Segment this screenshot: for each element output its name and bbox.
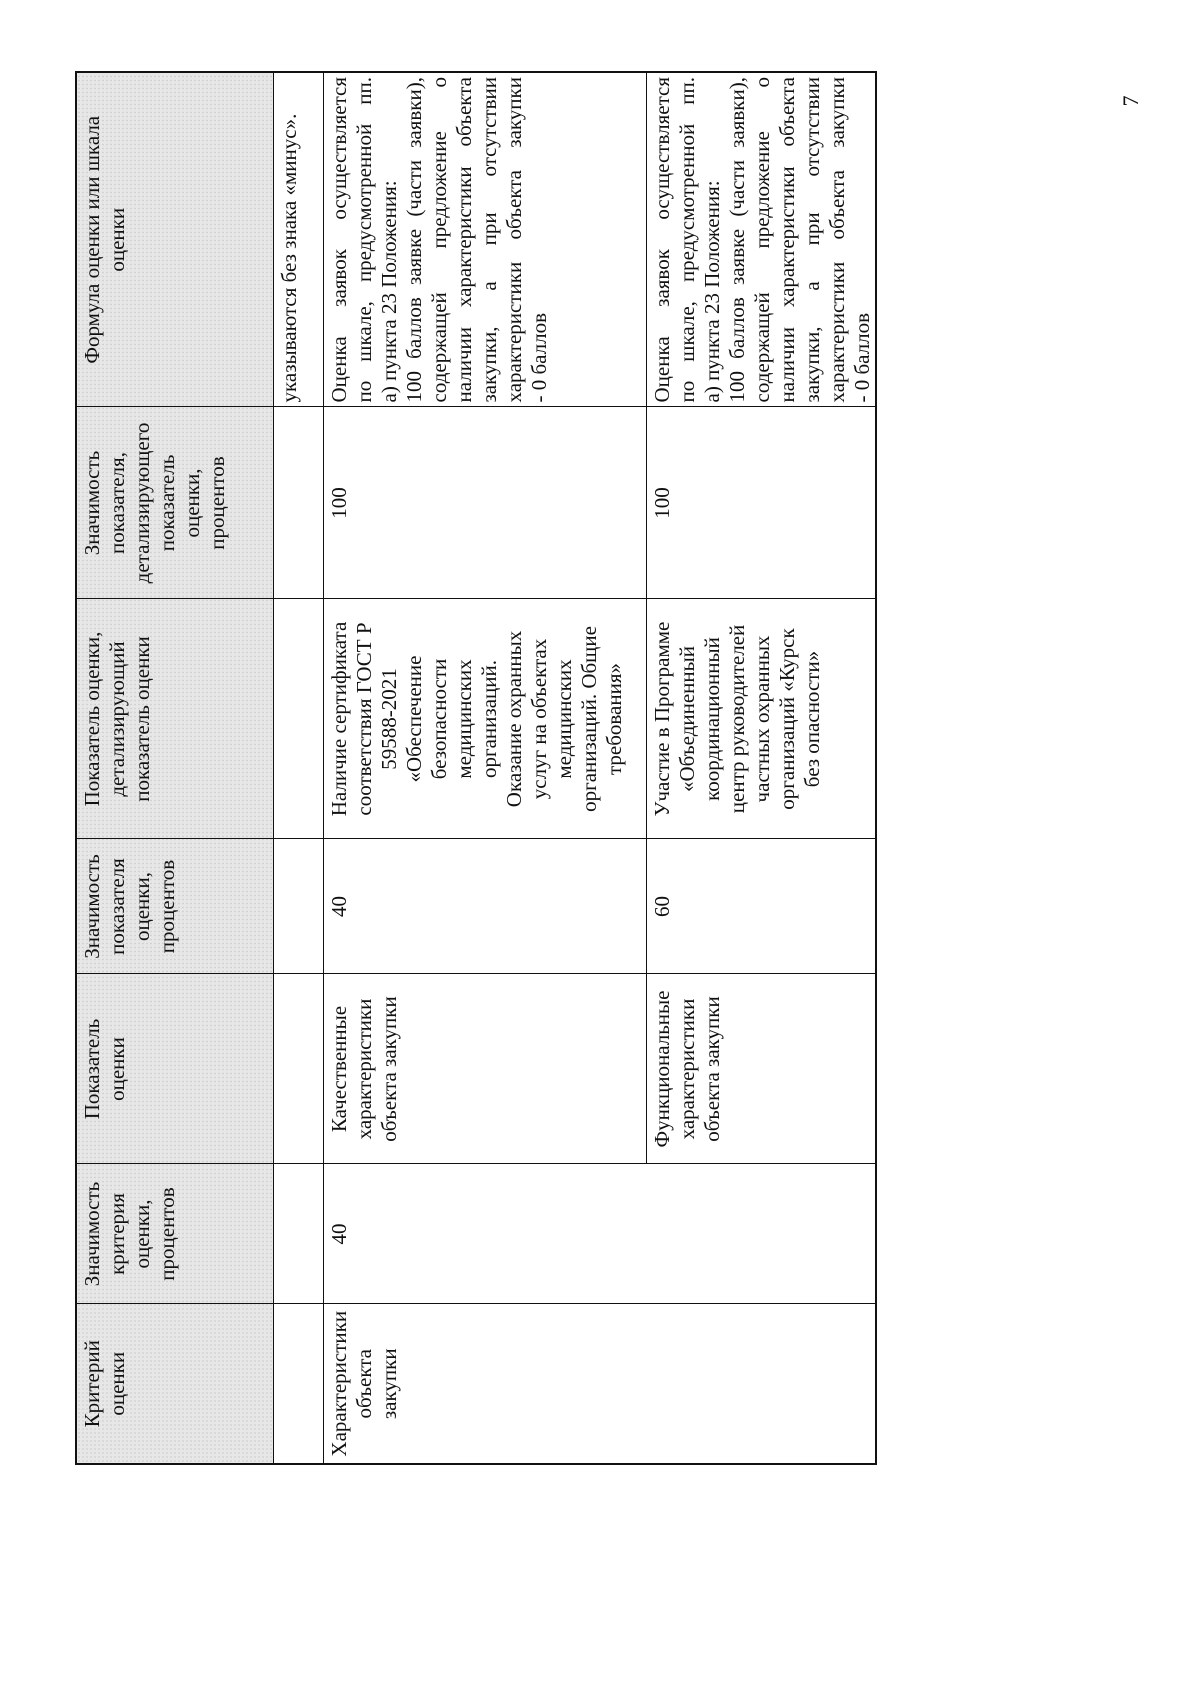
rotated-table-sheet bbox=[75, 73, 875, 1465]
header-line: показатель оценки bbox=[130, 636, 154, 802]
detail-significance-cell bbox=[646, 407, 876, 599]
header-line: показатель bbox=[155, 454, 179, 552]
detail-line: медицинских bbox=[551, 659, 576, 779]
detail-line: центр руководителей bbox=[724, 624, 749, 814]
empty-cell bbox=[273, 974, 323, 1164]
header-line: оценки bbox=[105, 1037, 129, 1101]
empty-cell bbox=[273, 1304, 323, 1464]
detail-line: услуг на объектах bbox=[526, 638, 551, 800]
indicator-significance-value: 60 bbox=[649, 896, 674, 917]
header-detail-indicator bbox=[76, 599, 273, 839]
formula-line: по шкале, предусмотренной пп. bbox=[351, 77, 376, 403]
empty-cell bbox=[273, 599, 323, 839]
criterion-line: Характеристики bbox=[326, 1310, 351, 1457]
indicator-cell bbox=[646, 974, 876, 1164]
formula-line: а) пункта 23 Положения: bbox=[376, 180, 401, 403]
empty-cell bbox=[273, 839, 323, 974]
formula-line: Оценка заявок осуществляется bbox=[649, 77, 674, 403]
detail-line: организаций «Курск bbox=[774, 628, 799, 810]
formula-line: по шкале, предусмотренной пп. bbox=[674, 77, 699, 403]
detail-line: координационный bbox=[699, 637, 724, 801]
formula-line: а) пункта 23 Положения: bbox=[699, 180, 724, 403]
indicator-line: характеристики bbox=[351, 998, 376, 1140]
empty-cell bbox=[273, 407, 323, 599]
header-line: процентов bbox=[205, 456, 229, 550]
formula-line: характеристики объекта закупки bbox=[501, 77, 526, 403]
detail-line: требования» bbox=[601, 662, 626, 776]
indicator-line: Качественные bbox=[326, 1005, 351, 1133]
detail-indicator-cell bbox=[646, 599, 876, 839]
formula-line: 100 баллов заявке (части заявки), bbox=[724, 77, 749, 403]
indicator-significance-cell bbox=[646, 839, 876, 974]
detail-line: Оказание охранных bbox=[501, 630, 526, 808]
formula-line: закупки, а при отсутствии bbox=[476, 77, 501, 403]
header-line: оценки, bbox=[180, 468, 204, 538]
header-indicator bbox=[76, 974, 273, 1164]
formula-line: - 0 баллов bbox=[526, 312, 551, 403]
header-line: оценки, bbox=[130, 1199, 154, 1269]
indicator-significance-cell bbox=[323, 839, 646, 974]
header-criterion-significance bbox=[76, 1164, 273, 1304]
header-line: критерия bbox=[105, 1193, 129, 1275]
header-line: детализирующего bbox=[130, 422, 154, 584]
header-line: показателя bbox=[105, 858, 129, 955]
evaluation-criteria-table bbox=[75, 71, 877, 1465]
header-line: Показатель оценки, bbox=[80, 631, 104, 807]
detail-line: 59588-2021 bbox=[376, 668, 401, 770]
detail-line: соответствия ГОСТ Р bbox=[351, 622, 376, 816]
indicator-significance-value: 40 bbox=[326, 896, 351, 917]
indicator-line: объекта закупки bbox=[699, 996, 724, 1142]
criterion-line: объекта bbox=[351, 1348, 376, 1419]
detail-line: без опасности» bbox=[799, 650, 824, 788]
header-formula bbox=[76, 72, 273, 407]
formula-line: содержащей предложение о bbox=[749, 77, 774, 403]
page-number: 7 bbox=[1118, 95, 1143, 107]
formula-line: наличии характеристики объекта bbox=[451, 77, 476, 403]
header-line: показателя, bbox=[105, 452, 129, 554]
table-row bbox=[323, 72, 646, 1464]
continuation-formula-cell bbox=[273, 72, 323, 407]
header-row bbox=[76, 72, 273, 1464]
detail-line: безопасности bbox=[426, 658, 451, 780]
detail-line: медицинских bbox=[451, 659, 476, 779]
detail-line: Участие в Программе bbox=[649, 621, 674, 817]
indicator-line: Функциональные bbox=[649, 990, 674, 1148]
header-line: Критерий bbox=[80, 1340, 104, 1428]
header-line: оценки, bbox=[130, 872, 154, 941]
detail-line: организаций. Общие bbox=[576, 626, 601, 812]
criterion-cell bbox=[323, 1304, 876, 1464]
header-line: процентов bbox=[155, 859, 179, 954]
detail-significance-value: 100 bbox=[326, 487, 351, 519]
header-criterion bbox=[76, 1304, 273, 1464]
detail-line: частных охранных bbox=[749, 635, 774, 803]
criterion-line: закупки bbox=[376, 1348, 401, 1420]
header-line: Значимость bbox=[80, 450, 104, 556]
formula-cell bbox=[646, 72, 876, 407]
header-line: процентов bbox=[155, 1187, 179, 1281]
detail-line: «Объединенный bbox=[674, 645, 699, 793]
criterion-significance-value: 40 bbox=[326, 1223, 351, 1245]
formula-line: - 0 баллов bbox=[849, 312, 874, 403]
formula-line: указываются без знака «минус». bbox=[276, 113, 301, 403]
indicator-line: характеристики bbox=[674, 998, 699, 1140]
formula-line: содержащей предложение о bbox=[426, 77, 451, 403]
indicator-cell bbox=[323, 974, 646, 1164]
header-line: оценки bbox=[105, 1351, 129, 1416]
detail-line: Наличие сертификата bbox=[326, 621, 351, 817]
formula-line: наличии характеристики объекта bbox=[774, 77, 799, 403]
formula-line: характеристики объекта закупки bbox=[824, 77, 849, 403]
formula-line: Оценка заявок осуществляется bbox=[326, 77, 351, 403]
header-indicator-significance bbox=[76, 839, 273, 974]
formula-line: 100 баллов заявке (части заявки), bbox=[401, 77, 426, 403]
empty-cell bbox=[273, 1164, 323, 1304]
detail-line: организаций. bbox=[476, 660, 501, 778]
header-line: Значимость bbox=[80, 1181, 104, 1287]
header-line: Значимость bbox=[80, 854, 104, 959]
detail-significance-value: 100 bbox=[649, 487, 674, 519]
detail-significance-cell bbox=[323, 407, 646, 599]
indicator-line: объекта закупки bbox=[376, 996, 401, 1142]
header-line: оценки bbox=[105, 207, 129, 272]
continuation-row bbox=[273, 72, 323, 1464]
formula-cell bbox=[323, 72, 646, 407]
header-line: Формула оценки или шкала bbox=[80, 115, 104, 364]
header-line: Показатель bbox=[80, 1018, 104, 1120]
header-detail-significance bbox=[76, 407, 273, 599]
detail-line: «Обеспечение bbox=[401, 655, 426, 783]
detail-indicator-cell bbox=[323, 599, 646, 839]
formula-line: закупки, а при отсутствии bbox=[799, 77, 824, 403]
header-line: детализирующий bbox=[105, 641, 129, 797]
criterion-significance-cell bbox=[323, 1164, 876, 1304]
